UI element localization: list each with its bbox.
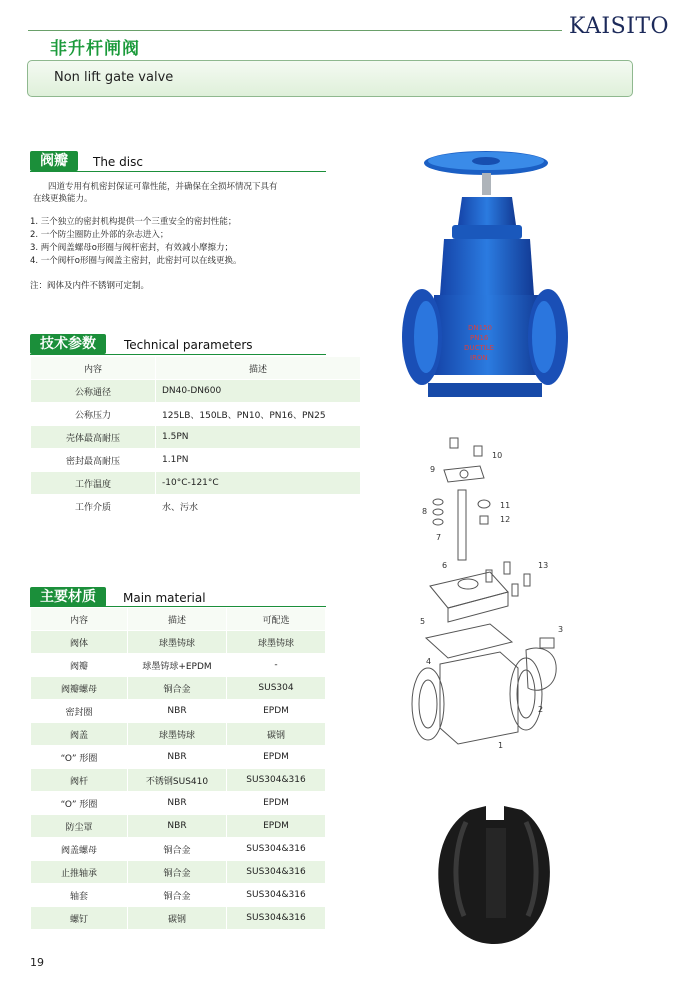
material-table-cell: 阀盖螺母 <box>31 838 128 861</box>
material-table-cell: 碳钢 <box>227 723 326 746</box>
material-table-cell: EPDM <box>227 815 326 838</box>
material-table-cell: 不锈钢SUS410 <box>128 769 227 792</box>
tech-header-cell: 描述 <box>156 357 361 380</box>
material-table-cell: 阀瓣 <box>31 654 128 677</box>
valve-marking-pressure: PN16 <box>470 334 489 342</box>
material-table-row <box>31 815 326 838</box>
disc-section-tag: 阀瓣 <box>30 151 78 171</box>
material-table-cell: 球墨铸球 <box>227 631 326 654</box>
material-table-cell: 铜合金 <box>128 861 227 884</box>
part-number-3: 3 <box>558 625 564 634</box>
material-table-cell: 防尘罩 <box>31 815 128 838</box>
material-table-cell: 铜合金 <box>128 884 227 907</box>
valve-marking-material: DUCTILE <box>464 344 495 352</box>
tech-table-row <box>31 449 361 472</box>
material-table-cell: SUS304&316 <box>227 838 326 861</box>
material-table-cell: NBR <box>128 815 227 838</box>
material-header-cell: 可配选 <box>227 608 326 631</box>
material-table-cell: “O” 形圈 <box>31 746 128 769</box>
body-part <box>440 652 518 744</box>
material-header-cell: 描述 <box>128 608 227 631</box>
material-table-cell: “O” 形圈 <box>31 792 128 815</box>
material-table-cell: 阀瓣螺母 <box>31 677 128 700</box>
disc-point-2: 2. 一个防尘圈防止外部的杂志进入； <box>30 230 169 240</box>
material-table-row <box>31 677 326 700</box>
tech-header-row <box>31 357 361 380</box>
material-table-row <box>31 723 326 746</box>
material-table-cell: 铜合金 <box>128 677 227 700</box>
disc-section-en: The disc <box>93 155 143 169</box>
part-number-4: 4 <box>426 657 432 666</box>
material-table <box>30 607 326 930</box>
tech-section-en: Technical parameters <box>124 338 253 352</box>
material-table-row <box>31 907 326 930</box>
tech-table-cell: 密封最高耐压 <box>31 449 156 472</box>
tech-table-row <box>31 426 361 449</box>
valve-marking-iron: IRON <box>470 354 488 362</box>
stem <box>482 173 491 195</box>
tech-header-cell: 内容 <box>31 357 156 380</box>
part-number-5: 5 <box>420 617 426 626</box>
valve-marking-size: DN150 <box>468 324 492 332</box>
material-table-cell: NBR <box>128 700 227 723</box>
tech-table-cell: 公称压力 <box>31 403 156 426</box>
tech-table-cell: 壳体最高耐压 <box>31 426 156 449</box>
tech-table-row <box>31 495 361 518</box>
part-number-8: 8 <box>422 507 428 516</box>
stem-part <box>458 490 466 560</box>
tech-section-tag: 技术参数 <box>30 334 106 354</box>
material-table-cell: 球墨铸球 <box>128 631 227 654</box>
material-table-cell: SUS304&316 <box>227 907 326 930</box>
part-number-13: 13 <box>538 561 549 570</box>
material-header-row <box>31 608 326 631</box>
material-table-cell: - <box>227 654 326 677</box>
part-number-12: 12 <box>500 515 511 524</box>
material-table-cell: 阀盖 <box>31 723 128 746</box>
part-number-9: 9 <box>430 465 436 474</box>
material-table-cell: 阀杆 <box>31 769 128 792</box>
material-section-tag: 主要材质 <box>30 587 106 607</box>
tech-table-cell: -10°C-121°C <box>156 472 361 495</box>
material-table-cell: 球墨铸球 <box>128 723 227 746</box>
part-number-2: 2 <box>538 705 544 714</box>
disc-note: 注：阀体及内件不锈钢可定制。 <box>30 281 150 291</box>
tech-section-rule <box>30 354 326 355</box>
material-table-cell: 铜合金 <box>128 838 227 861</box>
page-title-en: Non lift gate valve <box>54 70 174 85</box>
gasket-part <box>426 624 512 658</box>
material-table-cell: SUS304&316 <box>227 769 326 792</box>
part-number-10: 10 <box>492 451 503 460</box>
valve-photo <box>398 145 570 431</box>
disc-intro-1: 四道专用有机密封保证可靠性能，并确保在全损坏情况下具有 <box>48 182 278 192</box>
page-number: 19 <box>30 956 44 969</box>
material-table-row <box>31 861 326 884</box>
disc-point-4: 4. 一个阀杆o形圈与阀盖主密封，此密封可以在线更换。 <box>30 256 242 266</box>
material-table-cell: EPDM <box>227 700 326 723</box>
brand-logo: KAISITO <box>569 14 670 39</box>
material-table-row <box>31 654 326 677</box>
header-rule <box>28 30 562 31</box>
material-table-row <box>31 700 326 723</box>
material-table-cell: NBR <box>128 792 227 815</box>
tech-params-table <box>30 356 361 518</box>
material-table-cell: 碳钢 <box>128 907 227 930</box>
material-table-row <box>31 838 326 861</box>
material-table-row <box>31 792 326 815</box>
exploded-diagram <box>400 432 590 762</box>
page-title-cn: 非升杆闸阀 <box>50 39 140 59</box>
material-table-cell: 轴套 <box>31 884 128 907</box>
disc-point-1: 1. 三个独立的密封机构提供一个三重安全的密封性能； <box>30 217 237 227</box>
material-table-cell: SUS304 <box>227 677 326 700</box>
tech-table-cell: 水、污水 <box>156 495 361 518</box>
tech-table-cell: 1.5PN <box>156 426 361 449</box>
disc-photo <box>430 798 560 948</box>
part-number-7: 7 <box>436 533 442 542</box>
material-table-cell: EPDM <box>227 792 326 815</box>
material-table-cell: SUS304&316 <box>227 861 326 884</box>
material-table-cell: SUS304&316 <box>227 884 326 907</box>
material-table-row <box>31 631 326 654</box>
bonnet <box>458 197 516 225</box>
material-table-cell: 螺钉 <box>31 907 128 930</box>
tech-table-cell: 工作介质 <box>31 495 156 518</box>
disc-section-rule <box>30 171 326 172</box>
valve-body <box>440 239 534 295</box>
tech-table-cell: 公称通径 <box>31 380 156 403</box>
tech-table-cell: DN40-DN600 <box>156 380 361 403</box>
part-number-11: 11 <box>500 501 511 510</box>
material-table-cell: 止推轴承 <box>31 861 128 884</box>
part-number-1: 1 <box>498 741 504 750</box>
material-section-en: Main material <box>123 591 206 605</box>
material-table-cell: EPDM <box>227 746 326 769</box>
tech-table-cell: 125LB、150LB、PN10、PN16、PN25 <box>156 403 361 426</box>
material-table-cell: NBR <box>128 746 227 769</box>
disc-point-3: 3. 两个阀盖螺母o形圈与阀杆密封，有效减小摩擦力； <box>30 243 234 253</box>
title-banner <box>27 60 633 97</box>
material-table-row <box>31 769 326 792</box>
tech-table-row <box>31 380 361 403</box>
material-table-cell: 球墨铸球+EPDM <box>128 654 227 677</box>
material-table-cell: 密封圈 <box>31 700 128 723</box>
material-table-row <box>31 884 326 907</box>
material-header-cell: 内容 <box>31 608 128 631</box>
tech-table-row <box>31 472 361 495</box>
disc-intro-2: 在线更换能力。 <box>33 194 93 204</box>
bolt-part <box>450 438 458 448</box>
tech-table-row <box>31 403 361 426</box>
part-number-6: 6 <box>442 561 448 570</box>
material-table-cell: 阀体 <box>31 631 128 654</box>
material-table-row <box>31 746 326 769</box>
tech-table-cell: 1.1PN <box>156 449 361 472</box>
tech-table-cell: 工作温度 <box>31 472 156 495</box>
